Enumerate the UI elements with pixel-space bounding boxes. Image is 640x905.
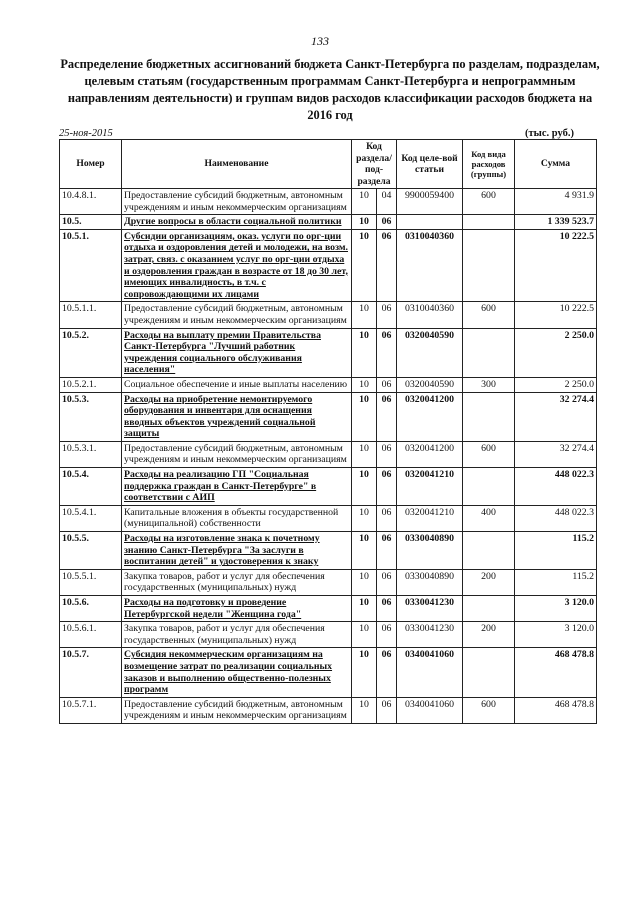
row-subsection: 06 bbox=[377, 505, 397, 531]
row-sum: 4 931.9 bbox=[515, 189, 597, 215]
row-kind: 300 bbox=[463, 377, 515, 392]
row-name: Расходы на подготовку и проведение Петербургской недели "Женщина года" bbox=[122, 596, 352, 622]
table-row bbox=[60, 622, 597, 648]
row-kind bbox=[463, 596, 515, 622]
row-number: 10.5.5.1. bbox=[60, 569, 122, 595]
row-name: Субсидия некоммерческим организациям на возмещение затрат по реализации социальных заказов и выполнению общественно-полезных программ bbox=[122, 648, 352, 697]
table-row bbox=[60, 377, 597, 392]
table-row bbox=[60, 229, 597, 302]
row-name: Другие вопросы в области социальной политики bbox=[122, 215, 352, 230]
row-kind bbox=[463, 229, 515, 302]
row-subsection: 06 bbox=[377, 377, 397, 392]
row-article: 0310040360 bbox=[397, 229, 463, 302]
row-number: 10.5.5. bbox=[60, 532, 122, 570]
row-sum: 468 478.8 bbox=[515, 648, 597, 697]
row-sum: 3 120.0 bbox=[515, 622, 597, 648]
header-number: Номер bbox=[60, 140, 122, 189]
row-article: 0320040590 bbox=[397, 328, 463, 377]
table-row bbox=[60, 697, 597, 723]
table-row bbox=[60, 441, 597, 467]
row-subsection: 06 bbox=[377, 596, 397, 622]
row-section: 10 bbox=[352, 215, 377, 230]
document-title: Распределение бюджетных ассигнований бюджета Санкт-Петербурга по разделам, подразделам, целевым статьям (государственным программам Санкт-Петербурга и непрограммным направлениям деятельности) и группам видов расходов классификации расходов бюджета на 2016 год bbox=[60, 57, 600, 122]
row-article: 0320041210 bbox=[397, 468, 463, 506]
row-kind bbox=[463, 215, 515, 230]
row-article: 0330041230 bbox=[397, 622, 463, 648]
row-sum: 10 222.5 bbox=[515, 302, 597, 328]
row-kind: 400 bbox=[463, 505, 515, 531]
row-section: 10 bbox=[352, 441, 377, 467]
row-sum: 2 250.0 bbox=[515, 328, 597, 377]
row-section: 10 bbox=[352, 302, 377, 328]
row-name: Расходы на выплату премии Правительства Санкт-Петербурга "Лучший работник учреждения социального обслуживания населения" bbox=[122, 328, 352, 377]
row-number: 10.5.1. bbox=[60, 229, 122, 302]
row-name: Предоставление субсидий бюджетным, автономным учреждениям и иным некоммерческим организациям bbox=[122, 302, 352, 328]
row-article bbox=[397, 215, 463, 230]
row-section: 10 bbox=[352, 468, 377, 506]
table-row bbox=[60, 302, 597, 328]
row-subsection: 06 bbox=[377, 697, 397, 723]
row-name: Субсидии организациям, оказ. услуги по орг-ции отдыха и оздоровления детей и молодежи, на возм. затрат, связ. с оказанием услуг по орг-ции отдыха и оздоровления граждан в возрасте от 18 до 30 лет, имеющих инвалидность, в т.ч. с сопровождающими их лицами bbox=[122, 229, 352, 302]
row-section: 10 bbox=[352, 596, 377, 622]
row-name: Расходы на реализацию ГП "Социальная поддержка граждан в Санкт-Петербурге" в соответствии с АИП bbox=[122, 468, 352, 506]
row-kind bbox=[463, 532, 515, 570]
row-number: 10.5.2.1. bbox=[60, 377, 122, 392]
row-section: 10 bbox=[352, 697, 377, 723]
row-section: 10 bbox=[352, 229, 377, 302]
row-subsection: 06 bbox=[377, 569, 397, 595]
row-subsection: 06 bbox=[377, 468, 397, 506]
row-section: 10 bbox=[352, 569, 377, 595]
row-number: 10.5.2. bbox=[60, 328, 122, 377]
row-number: 10.5.4.1. bbox=[60, 505, 122, 531]
table-body bbox=[60, 189, 597, 724]
header-kind: Код вида расходов (группы) bbox=[463, 140, 515, 189]
row-name: Социальное обеспечение и иные выплаты населению bbox=[122, 377, 352, 392]
row-number: 10.5.6.1. bbox=[60, 622, 122, 648]
row-name: Предоставление субсидий бюджетным, автономным учреждениям и иным некоммерческим организациям bbox=[122, 189, 352, 215]
row-subsection: 06 bbox=[377, 302, 397, 328]
row-article: 0330040890 bbox=[397, 569, 463, 595]
row-number: 10.4.8.1. bbox=[60, 189, 122, 215]
row-kind: 600 bbox=[463, 441, 515, 467]
table-row bbox=[60, 215, 597, 230]
row-kind bbox=[463, 648, 515, 697]
row-number: 10.5.7.1. bbox=[60, 697, 122, 723]
table-row bbox=[60, 505, 597, 531]
row-subsection: 06 bbox=[377, 648, 397, 697]
row-kind: 200 bbox=[463, 569, 515, 595]
row-sum: 32 274.4 bbox=[515, 441, 597, 467]
row-subsection: 06 bbox=[377, 392, 397, 441]
row-kind bbox=[463, 392, 515, 441]
table-row bbox=[60, 328, 597, 377]
row-kind bbox=[463, 468, 515, 506]
row-number: 10.5.4. bbox=[60, 468, 122, 506]
row-article: 0320041210 bbox=[397, 505, 463, 531]
row-kind: 600 bbox=[463, 697, 515, 723]
row-number: 10.5.3.1. bbox=[60, 441, 122, 467]
header-article: Код целе-вой статьи bbox=[397, 140, 463, 189]
row-article: 0320041200 bbox=[397, 441, 463, 467]
row-section: 10 bbox=[352, 532, 377, 570]
row-subsection: 04 bbox=[377, 189, 397, 215]
row-subsection: 06 bbox=[377, 532, 397, 570]
table-row bbox=[60, 532, 597, 570]
row-kind: 600 bbox=[463, 189, 515, 215]
row-number: 10.5.3. bbox=[60, 392, 122, 441]
row-subsection: 06 bbox=[377, 622, 397, 648]
row-sum: 1 339 523.7 bbox=[515, 215, 597, 230]
row-article: 0330040890 bbox=[397, 532, 463, 570]
row-sum: 10 222.5 bbox=[515, 229, 597, 302]
row-article: 0320041200 bbox=[397, 392, 463, 441]
row-subsection: 06 bbox=[377, 215, 397, 230]
table-row bbox=[60, 468, 597, 506]
row-kind bbox=[463, 328, 515, 377]
row-article: 0340041060 bbox=[397, 648, 463, 697]
row-sum: 468 478.8 bbox=[515, 697, 597, 723]
row-section: 10 bbox=[352, 392, 377, 441]
header-sum: Сумма bbox=[515, 140, 597, 189]
row-section: 10 bbox=[352, 377, 377, 392]
row-name: Закупка товаров, работ и услуг для обеспечения государственных (муниципальных) нужд bbox=[122, 622, 352, 648]
row-name: Расходы на приобретение немонтируемого оборудования и инвентаря для оснащения вводных объектов учреждений социальной защиты bbox=[122, 392, 352, 441]
row-section: 10 bbox=[352, 622, 377, 648]
row-article: 0310040360 bbox=[397, 302, 463, 328]
row-article: 0320040590 bbox=[397, 377, 463, 392]
table-row bbox=[60, 569, 597, 595]
row-section: 10 bbox=[352, 189, 377, 215]
row-kind: 600 bbox=[463, 302, 515, 328]
table-header bbox=[60, 140, 597, 189]
budget-table bbox=[59, 139, 597, 724]
header-name: Наименование bbox=[122, 140, 352, 189]
row-sum: 32 274.4 bbox=[515, 392, 597, 441]
row-number: 10.5. bbox=[60, 215, 122, 230]
row-section: 10 bbox=[352, 328, 377, 377]
row-sum: 448 022.3 bbox=[515, 505, 597, 531]
row-name: Капитальные вложения в объекты государственной (муниципальной) собственности bbox=[122, 505, 352, 531]
row-article: 0340041060 bbox=[397, 697, 463, 723]
row-article: 0330041230 bbox=[397, 596, 463, 622]
table-row bbox=[60, 596, 597, 622]
header-section: Код раздела/ под-раздела bbox=[352, 140, 397, 189]
row-name: Предоставление субсидий бюджетным, автономным учреждениям и иным некоммерческим организациям bbox=[122, 697, 352, 723]
row-section: 10 bbox=[352, 505, 377, 531]
table-row bbox=[60, 392, 597, 441]
row-section: 10 bbox=[352, 648, 377, 697]
page-number: 133 bbox=[311, 34, 329, 48]
document-date: 25-ноя-2015 bbox=[59, 128, 113, 139]
row-number: 10.5.1.1. bbox=[60, 302, 122, 328]
row-name: Расходы на изготовление знака к почетному знанию Санкт-Петербурга "За заслуги в воспитании детей" и удостоверения к знаку bbox=[122, 532, 352, 570]
row-sum: 3 120.0 bbox=[515, 596, 597, 622]
row-name: Предоставление субсидий бюджетным, автономным учреждениям и иным некоммерческим организациям bbox=[122, 441, 352, 467]
row-kind: 200 bbox=[463, 622, 515, 648]
row-name: Закупка товаров, работ и услуг для обеспечения государственных (муниципальных) нужд bbox=[122, 569, 352, 595]
units-label: (тыс. руб.) bbox=[525, 128, 574, 139]
row-number: 10.5.7. bbox=[60, 648, 122, 697]
row-sum: 115.2 bbox=[515, 532, 597, 570]
row-sum: 448 022.3 bbox=[515, 468, 597, 506]
row-subsection: 06 bbox=[377, 229, 397, 302]
row-sum: 115.2 bbox=[515, 569, 597, 595]
table-row bbox=[60, 189, 597, 215]
row-sum: 2 250.0 bbox=[515, 377, 597, 392]
table-row bbox=[60, 648, 597, 697]
row-number: 10.5.6. bbox=[60, 596, 122, 622]
row-article: 9900059400 bbox=[397, 189, 463, 215]
row-subsection: 06 bbox=[377, 328, 397, 377]
row-subsection: 06 bbox=[377, 441, 397, 467]
